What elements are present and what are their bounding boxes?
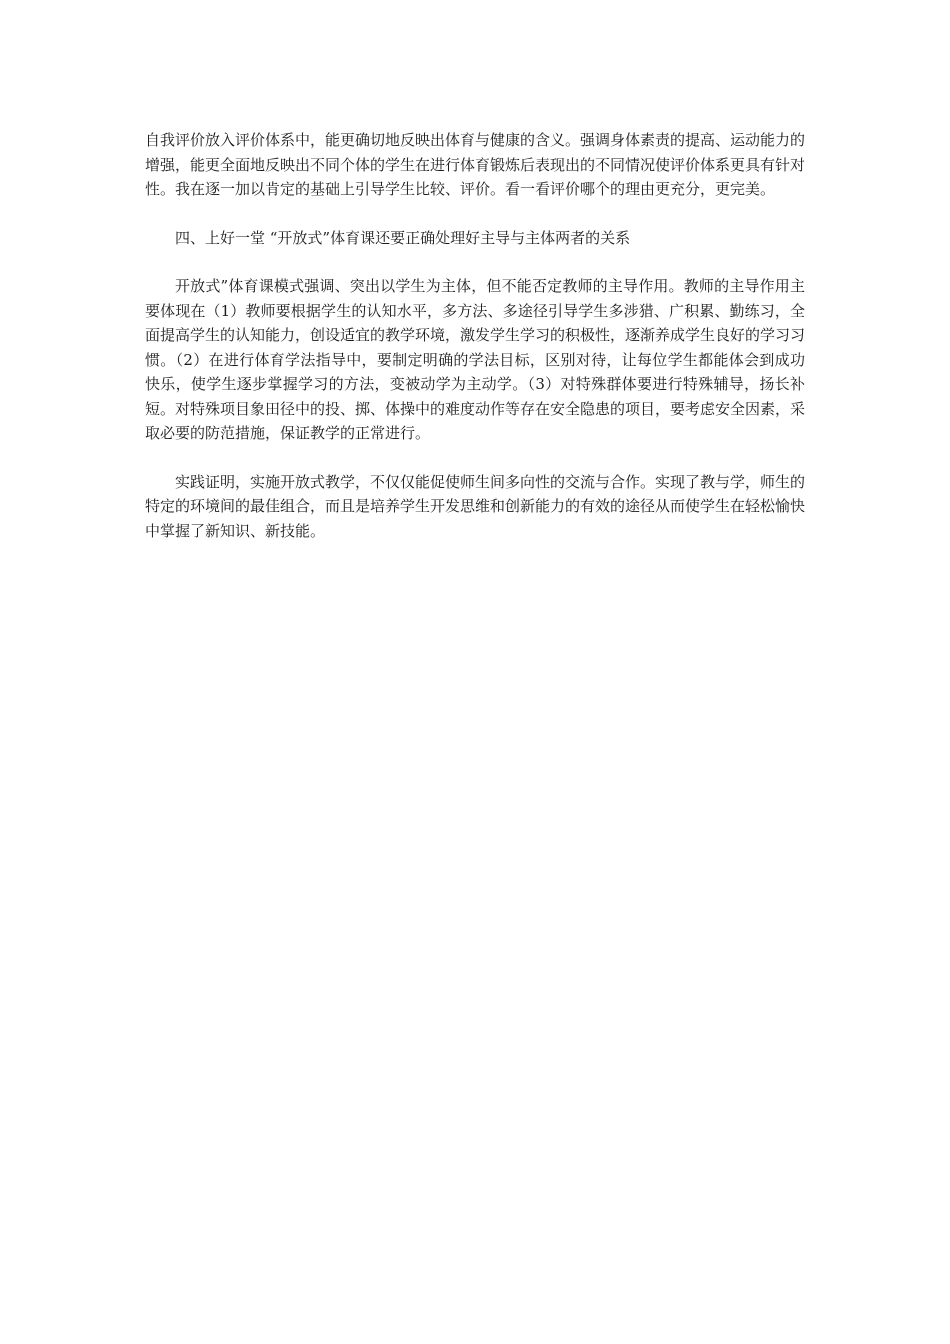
document-body	[145, 128, 805, 543]
paragraph-conclusion: 实践证明，实施开放式教学，不仅仅能促使师生间多向性的交流与合作。实现了教与学，师生的特定的环境间的最佳组合，而且是培养学生开发思维和创新能力的有效的途径从而使学生在轻松愉快中掌握了新知识、新技能。	[145, 472, 806, 540]
paragraph-self-evaluation: 自我评价放入评价体系中，能更确切地反映出体育与健康的含义。强调身体素责的提高、运动能力的增强，能更全面地反映出不同个体的学生在进行体育锻炼后表现出的不同情况使评价体系更具有针对性。我在逐一加以肯定的基础上引导学生比较、评价。看一看评价哪个的理由更充分，更完美。	[145, 131, 806, 198]
paragraph-gap	[145, 250, 805, 274]
paragraph-gap	[145, 446, 805, 470]
section-heading-four: 四、上好一堂 “开放式”体育课还要正确处理好主导与主体两者的关系	[175, 228, 631, 247]
paragraph-teacher-role: 开放式”体育课模式强调、突出以学生为主体，但不能否定教师的主导作用。教师的主导作用主要体现在（1）教师要根据学生的认知水平，多方法、多途径引导学生多涉猎、广积累、勤练习，全面提高学生的认知能力，创设适宜的教学环境，激发学生学习的积极性，逐渐养成学生良好的学习习惯。（2）在进行体育学法指导中，要制定明确的学法目标，区别对待，让每位学生都能体会到成功快乐，使学生逐步掌握学习的方法，变被动学为主动学。（3）对特殊群体要进行特殊辅导，扬长补短。对特殊项目象田径中的投、掷、体操中的难度动作等存在安全隐患的项目，要考虑安全因素，采取必要的防范措施，保证教学的正常进行。	[145, 277, 806, 442]
paragraph-gap	[145, 202, 805, 226]
